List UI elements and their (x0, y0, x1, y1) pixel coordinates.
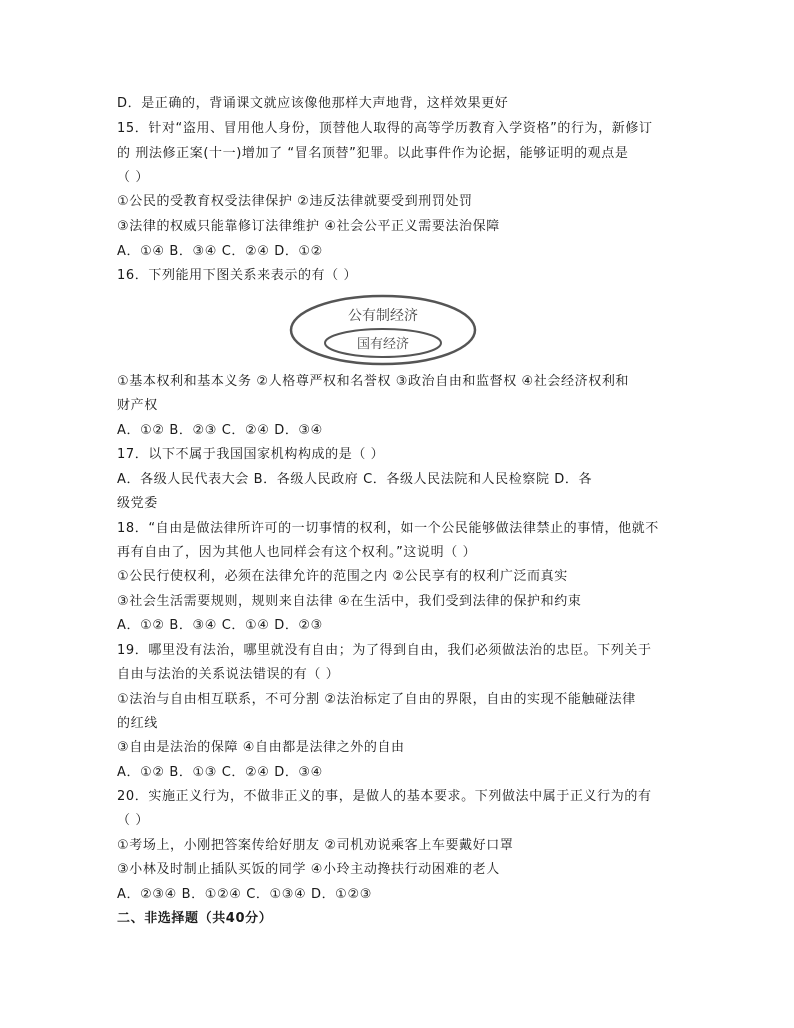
question-19-options: A．①② B．①③ C．②④ D．③④ (117, 765, 323, 780)
question-15-stem: 15．针对“盗用、冒用他人身份，顶替他人取得的高等学历教育入学资格”的行为，新修订 (117, 121, 653, 136)
outer-label: 公有制经济 (348, 308, 418, 324)
question-18-stem-2: 再有自由了，因为其他人也同样会有这个权利。”这说明（ ） (117, 545, 477, 560)
answer-blank: （ ） (117, 170, 149, 185)
question-20-items-1: ①考场上，小刚把答案传给好朋友 ②司机劝说乘客上车要戴好口罩 (117, 838, 514, 853)
question-15-items-1: ①公民的受教育权受法律保护 ②违反法律就要受到刑罚处罚 (117, 194, 473, 209)
question-19-stem: 19．哪里没有法治，哪里就没有自由；为了得到自由，我们必须做法治的忠臣。下列关于 (117, 643, 652, 658)
question-18-options: A．①② B．③④ C．①④ D．②③ (117, 618, 323, 633)
section-heading-non-choice: 二、非选择题（共40分） (117, 911, 273, 926)
question-15-options: A．①④ B．③④ C．②④ D．①② (117, 244, 323, 259)
question-17-options: A．各级人民代表大会 B．各级人民政府 C．各级人民法院和人民检察院 D．各 (117, 472, 593, 487)
question-19-items-1: ①法治与自由相互联系，不可分割 ②法治标定了自由的界限，自由的实现不能触碰法律 (117, 692, 636, 707)
ownership-diagram (288, 293, 478, 367)
question-20-options: A．②③④ B．①②④ C．①③④ D．①②③ (117, 887, 372, 902)
question-18-stem: 18．“自由是做法律所许可的一切事情的权利，如一个公民能够做法律禁止的事情，他就不 (117, 521, 659, 536)
question-20-items-2: ③小林及时制止插队买饭的同学 ④小玲主动搀扶行动困难的老人 (117, 862, 500, 877)
question-20-stem: 20．实施正义行为，不做非正义的事，是做人的基本要求。下列做法中属于正义行为的有 (117, 789, 652, 804)
question-18-items-1: ①公民行使权利，必须在法律允许的范围之内 ②公民享有的权利广泛而真实 (117, 569, 568, 584)
question-19-stem-2: 自由与法治的关系说法错误的有（ ） (117, 667, 340, 682)
question-15-stem-2: 的 刑法修正案(十一)增加了 “冒名顶替”犯罪。以此事件作为论据，能够证明的观点是 (117, 146, 629, 161)
answer-blank-20: （ ） (117, 813, 149, 828)
question-17-stem: 17．以下不属于我国国家机构构成的是（ ） (117, 447, 385, 462)
inner-label: 国有经济 (356, 337, 410, 352)
question-18-items-2: ③社会生活需要规则，规则来自法律 ④在生活中，我们受到法律的保护和约束 (117, 594, 582, 609)
question-17-options-2: 级党委 (117, 496, 158, 511)
question-15-items-2: ③法律的权威只能靠修订法律维护 ④社会公平正义需要法治保障 (117, 219, 500, 234)
question-16-options: A．①② B．②③ C．②④ D．③④ (117, 423, 323, 438)
question-19-items-2: ③自由是法治的保障 ④自由都是法律之外的自由 (117, 740, 405, 755)
question-19-items-1b: 的红线 (117, 716, 158, 731)
question-16-items-2: 财产权 (117, 398, 158, 413)
question-16-items: ①基本权利和基本义务 ②人格尊严权和名誉权 ③政治自由和监督权 ④社会经济权利和 (117, 374, 630, 389)
option-d-q14: D．是正确的，背诵课文就应该像他那样大声地背，这样效果更好 (117, 96, 509, 111)
question-16-stem: 16．下列能用下图关系来表示的有（ ） (117, 268, 358, 283)
